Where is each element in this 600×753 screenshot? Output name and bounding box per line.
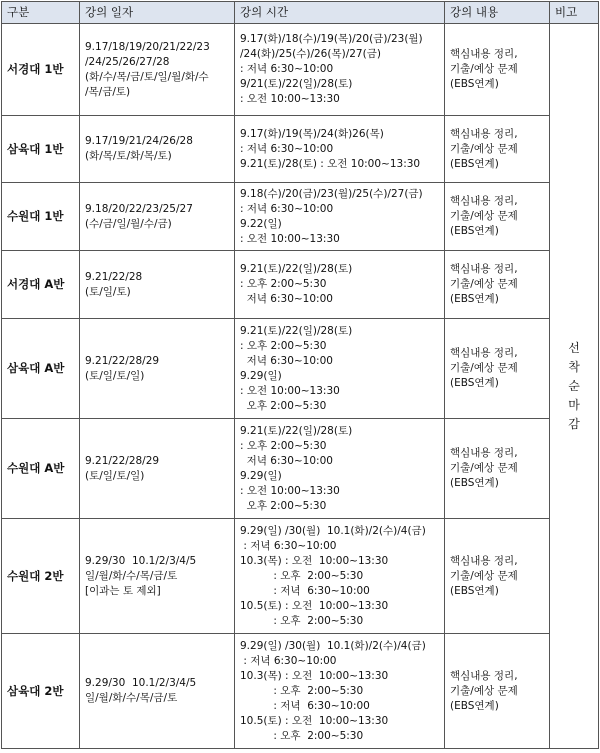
- dates-cell: 9.21/22/28/29 (토/일/토/일): [80, 419, 235, 519]
- times-cell: 9.21(토)/22(일)/28(토) : 오후 2:00~5:30 저녁 6:30~10:00 9.29(일) : 오전 10:00~13:30 오후 2:00~5:30: [235, 319, 445, 419]
- dates-cell: 9.21/22/28 (토/일/토): [80, 251, 235, 319]
- times-cell: 9.29(일) /30(월) 10.1(화)/2(수)/4(금) : 저녁 6:30~10:00 10.3(목) : 오전 10:00~13:30 : 오후 2:00~5:30 : 저녁 6:30~10:00 10.5(토) : 오전 10:00~13:30 : 오후 2:00~5:30: [235, 634, 445, 749]
- times-cell: 9.18(수)/20(금)/23(월)/25(수)/27(금) : 저녁 6:30~10:00 9.22(일) : 오전 10:00~13:30: [235, 183, 445, 251]
- group-cell: 서경대 A반: [2, 251, 80, 319]
- header-times: 강의 시간: [235, 2, 445, 24]
- header-row: [2, 2, 599, 24]
- dates-cell: 9.21/22/28/29 (토/일/토/일): [80, 319, 235, 419]
- group-cell: 삼육대 1반: [2, 116, 80, 183]
- note-text: 선착순마감: [568, 340, 580, 431]
- dates-cell: 9.17/19/21/24/26/28 (화/목/토/화/목/토): [80, 116, 235, 183]
- group-cell: 서경대 1반: [2, 24, 80, 116]
- dates-cell: 9.17/18/19/20/21/22/23 /24/25/26/27/28 (화/수/목/금/토/일/월/화/수 /목/금/토): [80, 24, 235, 116]
- times-cell: 9.29(일) /30(월) 10.1(화)/2(수)/4(금) : 저녁 6:30~10:00 10.3(목) : 오전 10:00~13:30 : 오후 2:00~5:30 : 저녁 6:30~10:00 10.5(토) : 오전 10:00~13:30 : 오후 2:00~5:30: [235, 519, 445, 634]
- dates-cell: 9.29/30 10.1/2/3/4/5 일/월/화/수/목/금/토 [이과는 토 제외]: [80, 519, 235, 634]
- times-cell: 9.17(화)/19(목)/24(화)26(목) : 저녁 6:30~10:00 9.21(토)/28(토) : 오전 10:00~13:30: [235, 116, 445, 183]
- table-row: [2, 116, 599, 183]
- content-cell: 핵심내용 정리, 기출/예상 문제 (EBS연계): [445, 319, 550, 419]
- header-group: 구분: [2, 2, 80, 24]
- times-cell: 9.17(화)/18(수)/19(목)/20(금)/23(월) /24(화)/25(수)/26(목)/27(금) : 저녁 6:30~10:00 9/21(토)/22(일)/28(토) : 오전 10:00~13:30: [235, 24, 445, 116]
- dates-cell: 9.29/30 10.1/2/3/4/5 일/월/화/수/목/금/토: [80, 634, 235, 749]
- content-cell: 핵심내용 정리, 기출/예상 문제 (EBS연계): [445, 251, 550, 319]
- content-cell: 핵심내용 정리, 기출/예상 문제 (EBS연계): [445, 419, 550, 519]
- note-cell: [550, 24, 599, 749]
- table-row: [2, 319, 599, 419]
- times-cell: 9.21(토)/22(일)/28(토) : 오후 2:00~5:30 저녁 6:30~10:00 9.29(일) : 오전 10:00~13:30 오후 2:00~5:30: [235, 419, 445, 519]
- table-row: [2, 24, 599, 116]
- table-row: [2, 251, 599, 319]
- dates-cell: 9.18/20/22/23/25/27 (수/금/일/월/수/금): [80, 183, 235, 251]
- content-cell: 핵심내용 정리, 기출/예상 문제 (EBS연계): [445, 116, 550, 183]
- content-cell: 핵심내용 정리, 기출/예상 문제 (EBS연계): [445, 183, 550, 251]
- content-cell: 핵심내용 정리, 기출/예상 문제 (EBS연계): [445, 519, 550, 634]
- header-content: 강의 내용: [445, 2, 550, 24]
- table-row: [2, 519, 599, 634]
- group-cell: 삼육대 2반: [2, 634, 80, 749]
- table-row: [2, 419, 599, 519]
- table-row: [2, 634, 599, 749]
- content-cell: 핵심내용 정리, 기출/예상 문제 (EBS연계): [445, 24, 550, 116]
- schedule-document: [1, 1, 598, 751]
- group-cell: 수원대 2반: [2, 519, 80, 634]
- group-cell: 수원대 A반: [2, 419, 80, 519]
- group-cell: 삼육대 A반: [2, 319, 80, 419]
- header-note: 비고: [550, 2, 599, 24]
- group-cell: 수원대 1반: [2, 183, 80, 251]
- table-row: [2, 183, 599, 251]
- header-dates: 강의 일자: [80, 2, 235, 24]
- lecture-schedule-table: [1, 1, 599, 749]
- content-cell: 핵심내용 정리, 기출/예상 문제 (EBS연계): [445, 634, 550, 749]
- times-cell: 9.21(토)/22(일)/28(토) : 오후 2:00~5:30 저녁 6:30~10:00: [235, 251, 445, 319]
